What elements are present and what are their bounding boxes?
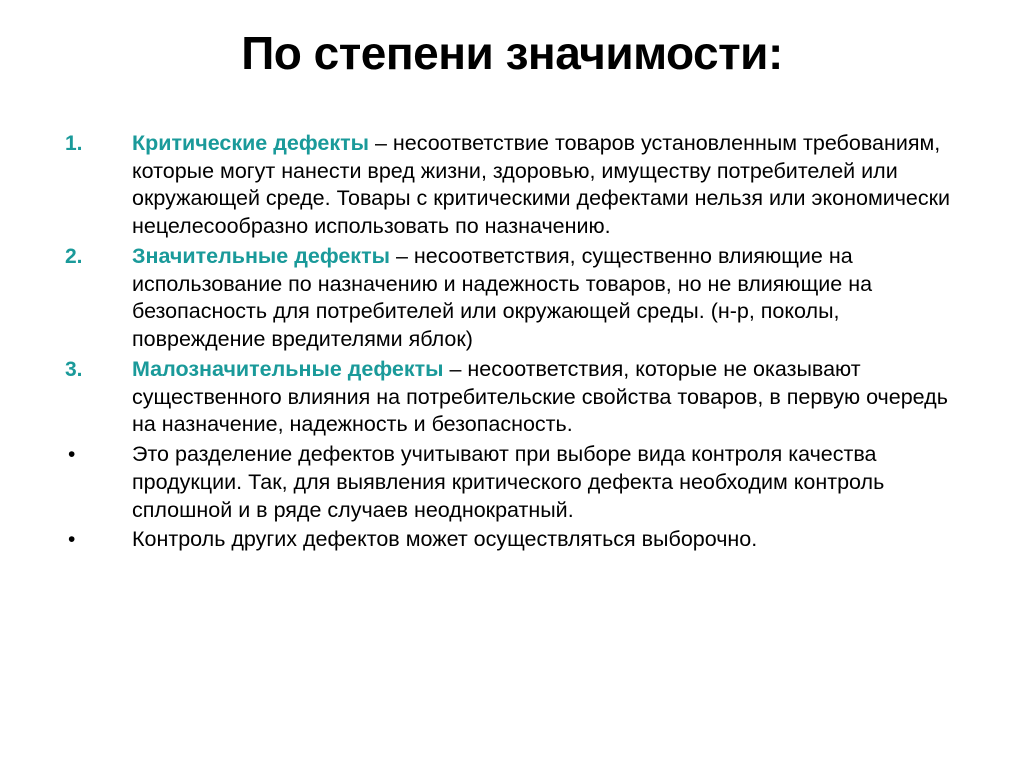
- list-item-body: Это разделение дефектов учитывают при выборе вида контроля качества продукции. Так, для выявления критического дефекта необходим контроль сплошной и в ряде случаев неоднократный.: [132, 442, 885, 522]
- list-item-text: [132, 526, 972, 554]
- list-item-body: – несоответствие товаров установленным требованиям, которые могут нанести вред жизни, здоровью, имуществу потребителей или окружающей среде. Товары с критическими дефектами нельзя или экономически нецелесообразно использовать по назначению.: [132, 131, 951, 239]
- list-item: [60, 130, 972, 241]
- list-item-marker: •: [68, 443, 76, 467]
- list-item-marker: 3.: [65, 357, 83, 381]
- list-item-text: [132, 243, 972, 354]
- page-title: По степени значимости:: [241, 27, 783, 79]
- list-item-body: – несоответствия, существенно влияющие на использование по назначению и надежность товаров, но не влияющие на безопасность для потребителей или окружающей среды. (н-р, поколы, повреждение вредителями яблок): [132, 243, 873, 352]
- list-item-text: [132, 130, 972, 241]
- list-item-text: [132, 356, 972, 439]
- list-item-marker: 2.: [65, 244, 83, 268]
- list-item-body: Контроль других дефектов может осуществляться выборочно.: [132, 527, 758, 552]
- list-item-body: – несоответствия, которые не оказывают существенного влияния на потребительские свойства товаров, в первую очередь на назначение, надежность и безопасность.: [132, 356, 948, 437]
- list-item-highlight: Значительные дефекты: [132, 243, 390, 268]
- list-item-text: [132, 441, 972, 524]
- list-item: [60, 441, 972, 524]
- list-item-marker: 1.: [65, 132, 83, 155]
- list-item-marker: •: [68, 528, 76, 552]
- list-item: [60, 356, 972, 439]
- content-list: [60, 130, 972, 556]
- list-item-highlight: Критические дефекты: [132, 131, 369, 155]
- list-item: [60, 526, 972, 554]
- list-item: [60, 243, 972, 354]
- list-item-highlight: Малозначительные дефекты: [132, 356, 444, 381]
